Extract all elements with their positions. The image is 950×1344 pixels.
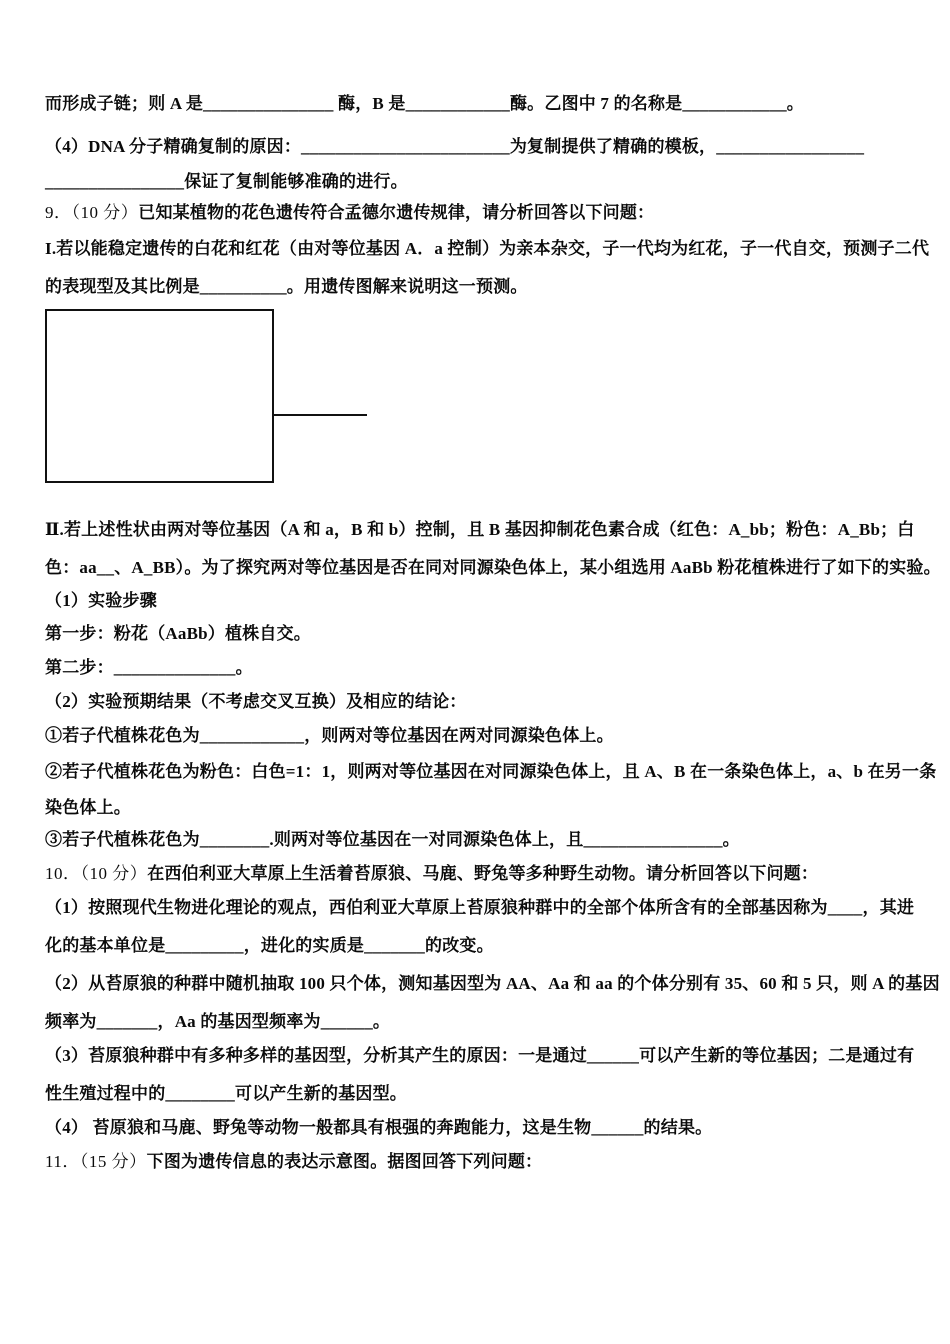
question-number: 10．（10 分） (45, 864, 148, 883)
line-text: 第一步：粉花（AaBb）植株自交。 (45, 624, 311, 643)
line-text: （4）DNA 分子精确复制的原因：________________________为复制提供了精确的模板，_________________ (45, 137, 865, 156)
question-number: 9．（10 分） (45, 203, 139, 222)
line-text: 化的基本单位是_________，进化的实质是_______的改变。 (45, 936, 494, 955)
line-text: 色：aa__、A_BB）。为了探究两对等位基因是否在同对同源染色体上，某小组选用 AaBb 粉花植株进行了如下的实验。 (45, 558, 941, 577)
text-line-steps-header (45, 584, 920, 618)
text-line-q9-part1b (45, 270, 920, 304)
line-text: I.若以能稳定遗传的白花和红花（由对等位基因 A．a 控制）为亲本杂交，子一代均为红花，子一代自交，预测子二代 (45, 239, 930, 258)
line-text: ③若子代植株花色为________.则两对等位基因在一对同源染色体上，且________________。 (45, 830, 740, 849)
text-line-conclusion-1 (45, 719, 920, 753)
text-line-q9-part1 (45, 232, 930, 266)
text-line-enzyme-blanks (45, 87, 920, 121)
answer-box-connector-line (274, 414, 367, 416)
line-text: （2）实验预期结果（不考虑交叉互换）及相应的结论： (45, 692, 467, 711)
line-text: 第二步：______________。 (45, 658, 253, 677)
line-text: ①若子代植株花色为____________，则两对等位基因在两对同源染色体上。 (45, 726, 614, 745)
line-text: （3）苔原狼种群中有多种多样的基因型，分析其产生的原因：一是通过______可以产生新的等位基因；二是通过有 (45, 1046, 915, 1065)
text-line-step-2-blank (45, 651, 920, 685)
line-text: ②若子代植株花色为粉色：白色=1：1，则两对等位基因在对同源染色体上，且 A、B 在一条染色体上，a、b 在另一条 (45, 762, 937, 781)
line-text: 频率为_______，Aa 的基因型频率为______。 (45, 1012, 391, 1031)
line-text: （4） 苔原狼和马鹿、野兔等动物一般都具有根强的奔跑能力，这是生物______的结果。 (45, 1118, 713, 1137)
line-text: （1）按照现代生物进化理论的观点，西伯利亚大草原上苔原狼种群中的全部个体所含有的全部基因称为____，其进 (45, 898, 915, 917)
text-line-conclusion-2 (45, 755, 937, 789)
line-text: 在西伯利亚大草原上生活着苔原狼、马鹿、野兔等多种野生动物。请分析回答以下问题： (147, 864, 819, 883)
line-text: 染色体上。 (45, 798, 131, 817)
text-line-conclusion-3 (45, 823, 920, 857)
genetic-diagram-answer-box (45, 309, 274, 483)
text-line-q10-2b (45, 1005, 920, 1039)
question-10-header (45, 857, 920, 891)
text-line-q10-3 (45, 1039, 920, 1073)
text-line-q4-continuation (45, 165, 920, 199)
question-9-header (45, 196, 920, 230)
text-line-expected-results (45, 685, 920, 719)
line-text: Ⅱ.若上述性状由两对等位基因（A 和 a，B 和 b）控制，且 B 基因抑制花色素合成（红色：A_bb；粉色：A_Bb；白 (45, 520, 915, 539)
line-text: 而形成子链；则 A 是_______________ 酶，B 是____________酶。乙图中 7 的名称是____________。 (45, 94, 804, 113)
text-line-step-1 (45, 617, 920, 651)
line-text: 已知某植物的花色遗传符合孟德尔遗传规律，请分析回答以下问题： (138, 203, 655, 222)
text-line-conclusion-2b (45, 791, 920, 825)
question-number: 11．（15 分） (45, 1152, 147, 1171)
line-text: （2）从苔原狼的种群中随机抽取 100 只个体，测知基因型为 AA、Aa 和 aa 的个体分别有 35、60 和 5 只，则 A 的基因 (45, 974, 940, 993)
text-line-q4-dna-replication (45, 130, 920, 164)
text-line-q9-part2 (45, 513, 920, 547)
text-line-q10-1 (45, 891, 920, 925)
text-line-q9-part2b (45, 551, 941, 585)
text-line-q10-4 (45, 1111, 920, 1145)
text-line-q10-2 (45, 967, 940, 1001)
text-line-q10-1b (45, 929, 920, 963)
line-text: 性生殖过程中的________可以产生新的基因型。 (45, 1084, 407, 1103)
text-line-q10-3b (45, 1077, 920, 1111)
question-11-header (45, 1145, 920, 1179)
line-text: （1）实验步骤 (45, 591, 157, 610)
line-text: 下图为遗传信息的表达示意图。据图回答下列问题： (146, 1152, 543, 1171)
line-text: 的表现型及其比例是__________。用遗传图解来说明这一预测。 (45, 277, 528, 296)
line-text: ________________保证了复制能够准确的进行。 (45, 172, 408, 191)
